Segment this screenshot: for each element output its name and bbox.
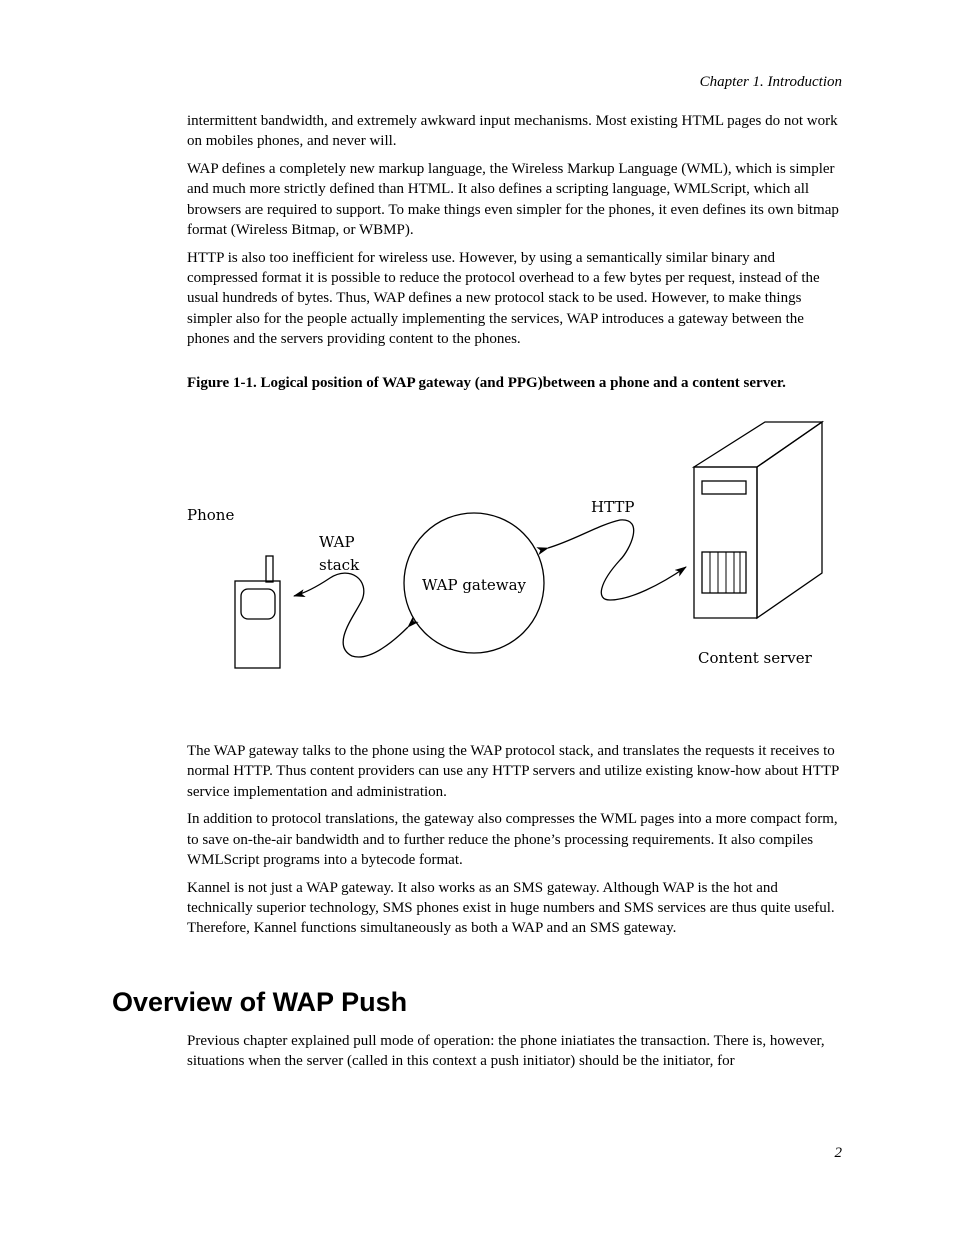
- page-number: 2: [834, 1145, 842, 1161]
- intro-text-block: [187, 111, 844, 357]
- content-server-label: Content server: [698, 649, 812, 667]
- paragraph: Kannel is not just a WAP gateway. It also works as an SMS gateway. Although WAP is the hot and technically superior technology, SMS phones exist in huge numbers and SMS services are thus quite useful. Therefore, Kannel functions simultaneously as both a WAP and an SMS gateway.: [187, 879, 835, 937]
- wap-stack-label-line1: WAP: [319, 533, 355, 551]
- running-header: Chapter 1. Introduction: [699, 74, 842, 90]
- paragraph: The WAP gateway talks to the phone using the WAP protocol stack, and translates the requests it receives to normal HTTP. Thus content providers can use any HTTP servers and utilize existing know-how about HTTP service implementation and administration.: [187, 743, 839, 800]
- gateway-text-block: [187, 741, 844, 946]
- wap-gateway-diagram: [0, 400, 954, 700]
- paragraph: HTTP is also too inefficient for wireless use. However, by using a semantically similar binary and compressed format it is possible to reduce the protocol overhead to a few bytes per request, instead of the usual hundreds of bytes. Thus, WAP defines a new protocol stack to be used. However, to make things simpler also for the people actually implementing the services, WAP introduces a gateway between the phones and the servers providing content to the phones.: [187, 249, 820, 347]
- phone-icon: [235, 556, 280, 668]
- figure-caption: Figure 1-1. Logical position of WAP gateway (and PPG)between a phone and a content server.: [187, 375, 786, 391]
- paragraph: In addition to protocol translations, the gateway also compresses the WML pages into a more compact form, to save on-the-air bandwidth and to further reduce the phone’s processing requirements. It also compiles WMLScript programs into a bytecode format.: [187, 811, 838, 868]
- server-tower-icon: [694, 422, 822, 618]
- paragraph: WAP defines a completely new markup language, the Wireless Markup Language (WML), which is simpler and much more strictly defined than HTML. It also defines a scripting language, WMLScript, which all browsers are required to support. To make things even simpler for the phones, it even defines its own bitmap format (Wireless Bitmap, or WBMP).: [187, 161, 839, 238]
- push-text-block: [187, 1031, 844, 1079]
- http-connection-arrow: [548, 520, 686, 600]
- wap-connection-arrow: [294, 573, 408, 657]
- paragraph: Previous chapter explained pull mode of operation: the phone iniatiates the transaction. There is, however, situations when the server (called in this context a push initiator) should be the initiator, for: [187, 1033, 825, 1070]
- http-label: HTTP: [591, 498, 635, 516]
- paragraph: intermittent bandwidth, and extremely awkward input mechanisms. Most existing HTML pages do not work on mobiles phones, and never will.: [187, 113, 838, 150]
- phone-label: Phone: [187, 506, 235, 524]
- gateway-label: WAP gateway: [421, 576, 527, 594]
- wap-stack-label-line2: stack: [319, 556, 360, 574]
- section-heading: Overview of WAP Push: [112, 987, 408, 1017]
